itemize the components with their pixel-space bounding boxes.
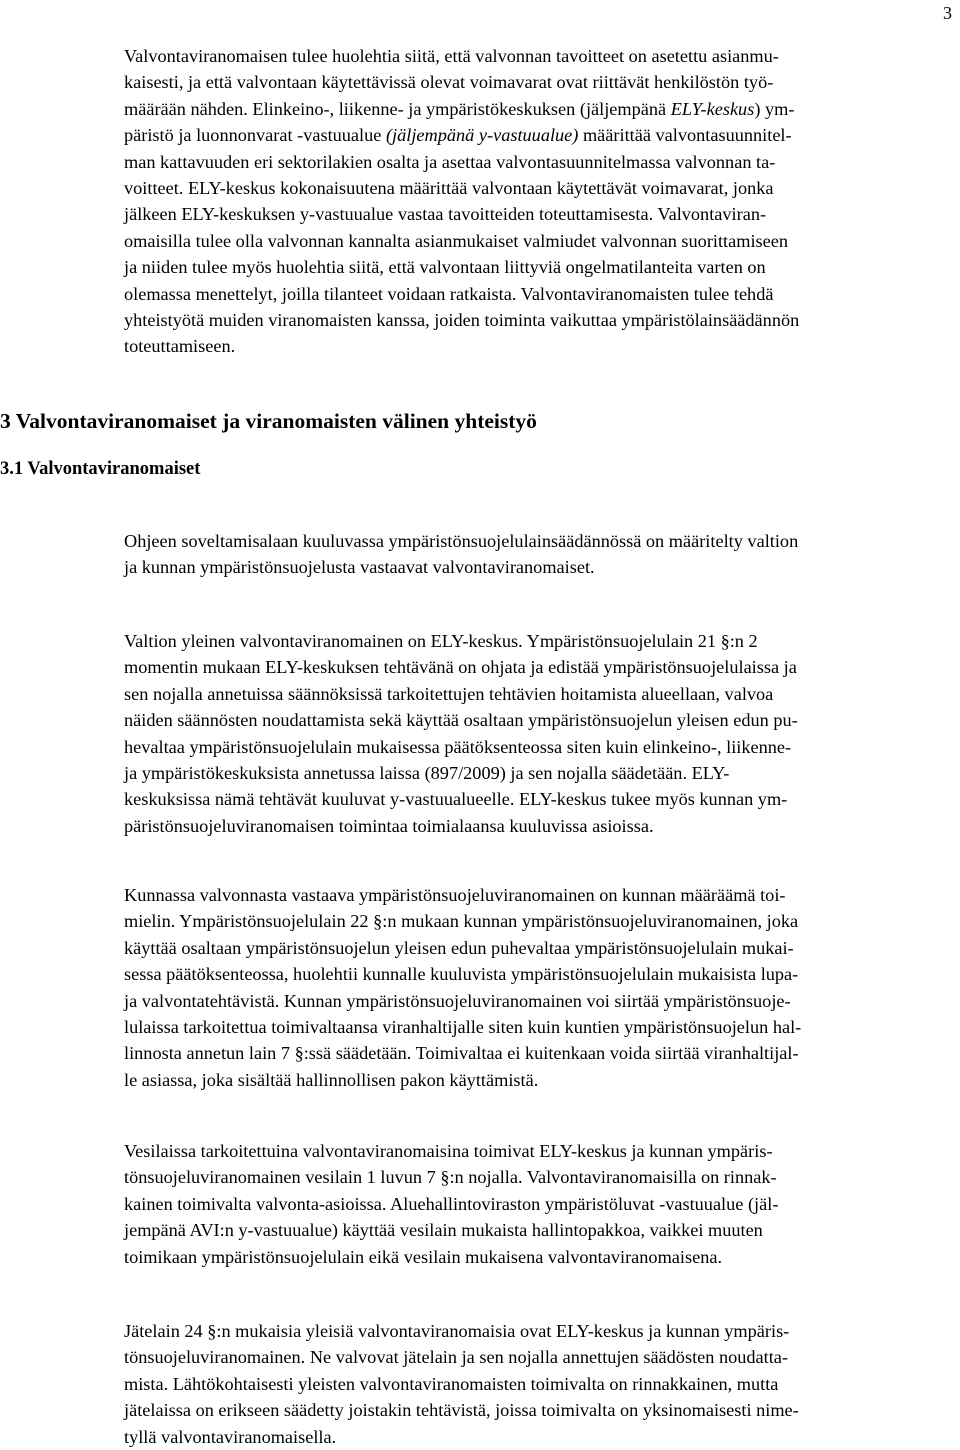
text-line: ja ympäristökeskuksista annetussa laissa (897/2009) ja sen nojalla säädetään. ELY- [124,763,730,784]
text-line: tönsuojeluviranomainen. Ne valvovat jätelain ja sen nojalla annettujen säädösten noudatta- [124,1347,789,1368]
text-line: kainen toimivalta valvonta-asioissa. Aluehallintoviraston ympäristöluvat -vastuualue (jäl- [124,1193,779,1214]
text-line: olemassa menettelyt, joilla tilanteet voidaan ratkaista. Valvontaviranomaisten tulee tehdä [124,283,774,304]
y-vastuualue-term: (jäljempänä y-vastuualue) [385,125,579,146]
text-line: näiden säännösten noudattamista sekä käyttää osaltaan ympäristönsuojelun yleisen edun pu- [124,710,798,731]
intro-paragraph [124,43,960,360]
subsection-heading: 3.1 Valvontaviranomaiset [0,459,201,479]
text-line: Kunnassa valvonnasta vastaava ympäristönsuojeluviranomainen on kunnan määräämä toi- [124,885,786,905]
text-line: Vesilaissa tarkoitettuina valvontaviranomaisina toimivat ELY-keskus ja kunnan ympäris- [124,1141,773,1161]
text-line: lulaissa tarkoitettua toimivaltaansa viranhaltijalle siten kuin kuntien ympäristönsuojelun hal- [124,1017,802,1038]
text-line: momentin mukaan ELY-keskuksen tehtävänä on ohjata ja edistää ympäristönsuojelulaissa ja [124,657,797,678]
text-line: kaisesti, ja että valvontaan käytettävissä olevat voimavarat ovat riittävät henkilöstön työ- [124,72,774,93]
text-line: yhteistyötä muiden viranomaisten kanssa, joiden toiminta vaikuttaa ympäristölainsäädännön [124,310,800,331]
text-line: päristönsuojeluviranomaisen toimintaa toimialaansa kuuluvissa asioissa. [124,815,654,836]
text-line: jälkeen ELY-keskuksen y-vastuualue vastaa tavoitteiden toteuttamisesta. Valvontaviran- [124,204,767,225]
paragraph-scope [124,528,960,581]
text-line: ja valvontatehtävistä. Kunnan ympäristönsuojeluviranomainen voi siirtää ympäristönsuoje- [124,990,791,1011]
page-number: 3 [943,3,952,23]
text-line: tönsuojeluviranomainen vesilain 1 luvun 7 §:n nojalla. Valvontaviranomaisilla on rinnak- [124,1167,777,1188]
text-line: mielin. Ympäristönsuojelulain 22 §:n mukaan kunnan ympäristönsuojeluviranomainen, joka [124,911,799,932]
text-line: man kattavuuden eri sektorilakien osalta ja asettaa valvontasuunnitelmassa valvonnan ta- [124,151,776,172]
text-line: hevaltaa ympäristönsuojelulain mukaisessa päätöksenteossa siten kuin elinkeino-, liikenne- [124,736,792,757]
text-line: Jätelain 24 §:n mukaisia yleisiä valvontaviranomaisia ovat ELY-keskus ja kunnan ympäris- [124,1321,790,1341]
paragraph-water-act [124,1138,960,1270]
text-line: keskuksissa nämä tehtävät kuuluvat y-vastuualueelle. ELY-keskus tukee myös kunnan ym- [124,789,788,810]
text-line: jempänä AVI:n y-vastuualue) käyttää vesilain mukaista hallintopakkoa, vaikkei muuten [124,1220,763,1241]
text-line: Ohjeen soveltamisalaan kuuluvassa ympäristönsuojelulainsäädännössä on määritelty valtion [124,531,799,551]
paragraph-waste-act [124,1318,960,1450]
text-line: linnosta annetun lain 7 §:ssä säädetään. Toimivaltaa ei kuitenkaan voida siirtää viranhaltijal- [124,1043,799,1064]
ely-keskus-term: ELY-keskus [670,98,755,119]
text-line: Valtion yleinen valvontaviranomainen on ELY-keskus. Ympäristönsuojelulain 21 §:n 2 [124,631,758,651]
section-heading: 3 Valvontaviranomaiset ja viranomaisten välinen yhteistyö [0,409,537,433]
text-line: sen nojalla annetuissa säännöksissä tarkoitettujen tehtävien hoitamista alueellaan, valvoa [124,683,774,704]
text-line: voitteet. ELY-keskus kokonaisuutena määrittää valvontaan käytettävät voimavarat, jonka [124,178,774,199]
text-line: sessa päätöksenteossa, huolehtii kunnalle kuuluvista ympäristönsuojelulain mukaisista lupa- [124,964,799,985]
text-line: päristö ja luonnonvarat -vastuualue (jäljempänä y-vastuualue) määrittää valvontasuunnitel- [124,125,792,146]
text-line: toteuttamiseen. [124,336,236,357]
text-line: tyllä valvontaviranomaisella. [124,1426,337,1447]
paragraph-state-authority [124,628,960,839]
text-line: mista. Lähtökohtaisesti yleisten valvontaviranomaisten toimivalta on rinnakkainen, mutta [124,1373,779,1394]
text-line: Valvontaviranomaisen tulee huolehtia siitä, että valvonnan tavoitteet on asetettu asianmu- [124,46,779,66]
text-line: määrään nähden. Elinkeino-, liikenne- ja ympäristökeskuksen (jäljempänä ELY-keskus) ym- [124,98,795,119]
text-line: le asiassa, joka sisältää hallinnollisen pakon käyttämistä. [124,1069,539,1090]
text-line: jätelaissa on erikseen säädetty joistakin tehtävistä, joissa toimivalta on yksinomaisesti nime- [124,1400,799,1421]
paragraph-municipal-authority [124,882,960,1093]
text-line: käyttää osaltaan ympäristönsuojelun yleisen edun puhevaltaa ympäristönsuojelulain mukai- [124,937,794,958]
text-line: omaisilla tulee olla valvonnan kannalta asianmukaiset valmiudet valvonnan suorittamiseen [124,230,789,251]
text-line: ja niiden tulee myös huolehtia siitä, että valvontaan liittyviä ongelmatilanteita varten on [124,257,766,278]
text-line: toimikaan ympäristönsuojelulain eikä vesilain mukaisena valvontaviranomaisena. [124,1246,723,1267]
text-line: ja kunnan ympäristönsuojelusta vastaavat valvontaviranomaiset. [124,557,595,578]
